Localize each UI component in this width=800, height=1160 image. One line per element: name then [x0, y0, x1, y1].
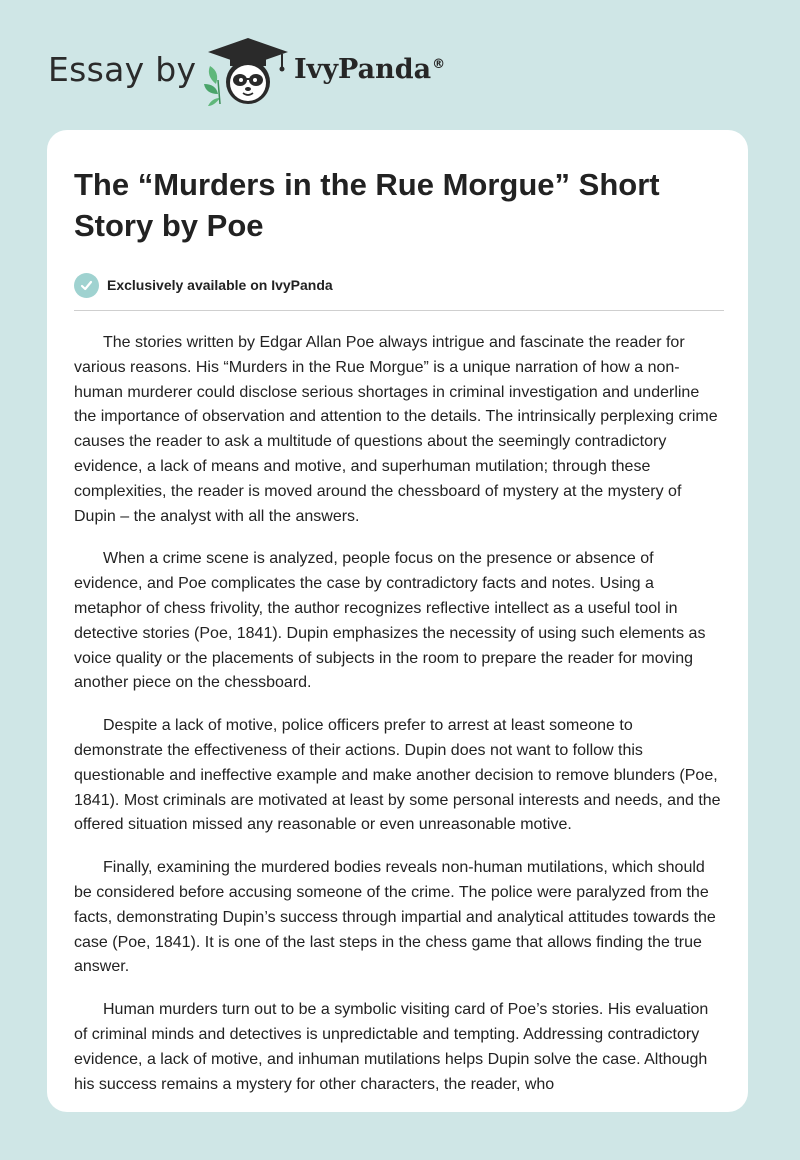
paragraph: Despite a lack of motive, police officers prefer to arrest at least someone to demonstrate the effectiveness of their actions. Dupin does not want to follow this questionable and ineffective example and make another decision to remove blunders (Poe, 1841). Most criminals are motivated at least by some personal interests and needs, and the offered situation missed any reasonable or even unreasonable motive.	[74, 717, 721, 834]
essay-title: The “Murders in the Rue Morgue” Short Story by Poe	[74, 167, 660, 243]
essay-body	[74, 331, 724, 1097]
brand-name	[294, 54, 445, 85]
essay-card	[47, 130, 748, 1112]
paragraph: Human murders turn out to be a symbolic visiting card of Poe’s stories. His evaluation of criminal minds and detectives is unpredictable and tempting. Addressing contradictory evidence, a lack of motive, and inhuman mutilations helps Dupin solve the case. Although his success remains a mystery for other characters, the reader, who	[74, 1001, 709, 1093]
exclusive-label: Exclusively available on IvyPanda	[107, 277, 333, 293]
panda-logo-icon[interactable]	[200, 36, 296, 108]
exclusive-badge	[74, 272, 724, 298]
check-icon	[74, 273, 99, 298]
brand-prefix: Essay by	[48, 50, 197, 89]
brand-header	[48, 36, 508, 106]
paragraph: The stories written by Edgar Allan Poe always intrigue and fascinate the reader for various reasons. His “Murders in the Rue Morgue” is a unique narration of how a non-human murderer could disclose serious shortages in criminal investigation and underline the importance of observation and attention to the details. The intrinsically perplexing crime causes the reader to ask a multitude of questions about the seemingly contradictory evidence, a lack of means and motive, and superhuman mutilation; through these complexities, the reader is moved around the chessboard of mystery at the mystery of Dupin – the analyst with all the answers.	[74, 334, 718, 525]
brand-name-text: IvyPanda	[294, 54, 432, 85]
paragraph: When a crime scene is analyzed, people focus on the presence or absence of evidence, and Poe complicates the case by contradictory facts and notes. Using a metaphor of chess frivolity, the author recognizes reflective intellect as a useful tool in detective stories (Poe, 1841). Dupin emphasizes the necessity of using such elements as voice quality or the placements of subjects in the room to prepare the reader for moving another piece on the chessboard.	[74, 550, 706, 692]
registered-mark: ®	[432, 57, 446, 72]
divider	[74, 310, 724, 311]
essay-content	[74, 164, 724, 1112]
paragraph: Finally, examining the murdered bodies reveals non-human mutilations, which should be considered before accusing someone of the crime. The police were paralyzed from the facts, demonstrating Dupin’s success through impartial and analytical attitudes towards the case (Poe, 1841). It is one of the last steps in the chess game that allows finding the true answer.	[74, 859, 716, 976]
